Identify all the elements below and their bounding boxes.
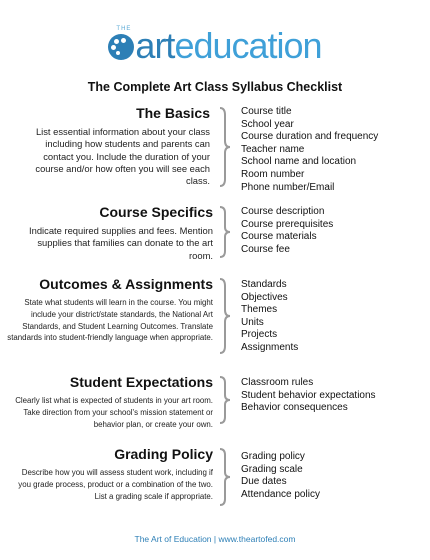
section-description: State what students will learn in the course. You might include your district/state standards, the National Art Standards, and Student Learning Outcomes. Translate standards into student-friendly language when appropriate. [7, 298, 213, 343]
logo-the: THE [116, 26, 132, 32]
list-item: Classroom rules [241, 377, 314, 388]
list-item: Attendance policy [241, 488, 320, 500]
list-item: Standards [241, 279, 287, 290]
logo [0, 25, 430, 72]
list-item: Grading scale [241, 463, 303, 475]
list-item: Course materials [241, 231, 317, 243]
list-item: Projects [241, 329, 278, 341]
list-item: School year [241, 118, 294, 130]
footer-text: The Art of Education | www.theartofed.com [134, 534, 296, 544]
list-item: Course duration and frequency [241, 131, 379, 143]
list-item: Course title [241, 106, 292, 117]
brace-icon [218, 206, 232, 258]
section-heading: Grading Policy [114, 446, 213, 462]
section-heading: Outcomes & Assignments [39, 276, 213, 292]
list-item: Assignments [241, 341, 299, 353]
brace-icon [218, 107, 232, 187]
list-item: Room number [241, 168, 305, 180]
section-course-specifics [0, 204, 430, 260]
list-item: Course fee [241, 243, 290, 255]
list-item: Teacher name [241, 143, 305, 155]
section-heading: Course Specifics [99, 204, 213, 220]
list-item: Phone number/Email [241, 181, 335, 193]
section-heading: Student Expectations [69, 374, 213, 390]
section-description: Describe how you will assess student work, including if you grade process, product or a combination of the two. List a grading scale if appropriate. [18, 468, 213, 501]
section-description: Clearly list what is expected of students in your art room. Take direction from your school's mission statement or behavior plan, or create your own. [15, 396, 213, 429]
page-title: The Complete Art Class Syllabus Checklist [87, 80, 343, 94]
list-item: Course description [241, 206, 325, 217]
list-item: Student behavior expectations [241, 389, 376, 401]
list-item: Grading policy [241, 451, 305, 462]
section-heading: The Basics [136, 105, 210, 121]
list-item: Due dates [241, 476, 287, 488]
logo-art-text: art [135, 25, 175, 66]
section-the-basics [0, 105, 430, 193]
section-description: List essential information about your class including how students and parents can contact you. Include the duration of your course and/or how often you will see each class. [35, 126, 210, 187]
list-item: Themes [241, 304, 278, 316]
list-item: Course prerequisites [241, 218, 334, 230]
list-item: Objectives [241, 291, 288, 303]
section-description: Indicate required supplies and fees. Mention supplies that families can donate to the art room. [29, 225, 213, 261]
section-grading-policy [0, 446, 430, 510]
section-outcomes-assignments [0, 276, 430, 356]
palette-icon [108, 34, 134, 60]
section-student-expectations [0, 374, 430, 429]
logo-education-text: education [174, 25, 322, 66]
list-item: Units [241, 316, 264, 328]
brace-icon [218, 278, 232, 354]
list-item: Behavior consequences [241, 402, 348, 414]
brace-icon [218, 376, 232, 424]
list-item: School name and location [241, 156, 357, 168]
brace-icon [218, 448, 232, 506]
